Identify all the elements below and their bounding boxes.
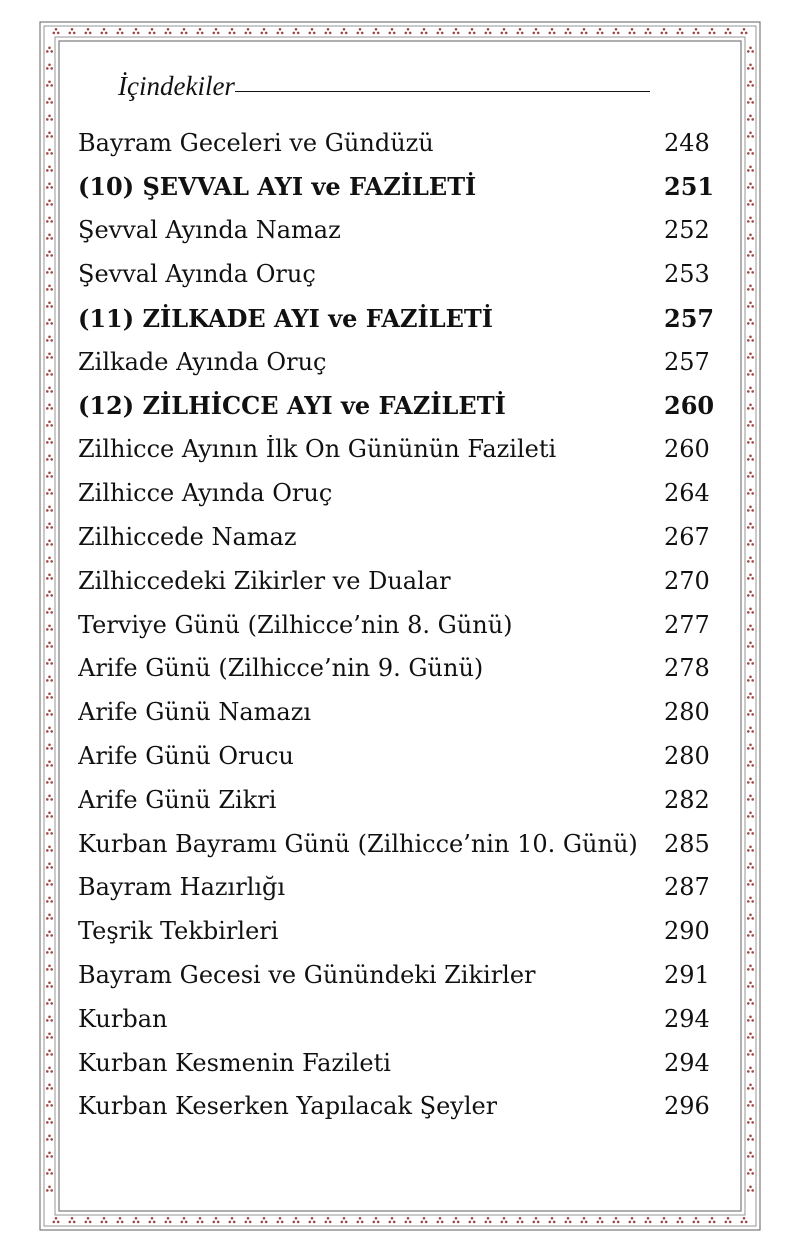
toc-entry-page-number: 296: [664, 1092, 710, 1121]
toc-entry-page-number: 294: [664, 1048, 710, 1077]
heading-underline-rule: [235, 91, 650, 92]
toc-section-heading: [78, 384, 726, 428]
toc-entry-page-number: 280: [664, 698, 710, 727]
toc-entry-title: Arife Günü Namazı: [78, 698, 312, 727]
toc-entry-page-number: 251: [664, 172, 715, 202]
toc-entry-page-number: 257: [664, 303, 715, 333]
toc-entry-page-number: 253: [664, 260, 710, 289]
toc-entry: [78, 471, 726, 515]
toc-entry-page-number: 248: [664, 128, 710, 157]
toc-entry: [78, 428, 726, 472]
toc-entry-title: Arife Günü Orucu: [78, 742, 294, 771]
toc-entry-title: Zilhiccede Namaz: [78, 523, 297, 552]
toc-section-heading: [78, 165, 726, 209]
toc-entry-title: (10) ŞEVVAL AYI ve FAZİLETİ: [78, 172, 477, 202]
toc-entry: [78, 953, 726, 997]
toc-entry-title: Zilhicce Ayının İlk On Gününün Fazileti: [78, 435, 557, 464]
toc-entry-page-number: 252: [664, 216, 710, 245]
toc-entry-title: Kurban Keserken Yapılacak Şeyler: [78, 1092, 498, 1121]
toc-entry-page-number: 280: [664, 742, 710, 771]
toc-entry-title: Şevval Ayında Oruç: [78, 260, 316, 289]
toc-entry-title: Terviye Günü (Zilhicce’nin 8. Günü): [78, 610, 513, 639]
toc-entry: [78, 209, 726, 253]
toc-entry-title: Bayram Gecesi ve Günündeki Zikirler: [78, 961, 536, 990]
toc-entry-title: Şevval Ayında Namaz: [78, 216, 341, 245]
toc-entry-page-number: 282: [664, 785, 710, 814]
toc-entry-title: Arife Günü Zikri: [78, 785, 277, 814]
toc-entry: [78, 515, 726, 559]
toc-entry-title: Kurban: [78, 1004, 168, 1033]
toc-entry-title: Kurban Bayramı Günü (Zilhicce’nin 10. Günü): [78, 829, 638, 858]
table-of-contents: [78, 121, 726, 1128]
toc-entry-page-number: 257: [664, 347, 710, 376]
toc-entry-title: Kurban Kesmenin Fazileti: [78, 1048, 391, 1077]
toc-entry: [78, 603, 726, 647]
toc-entry: [78, 734, 726, 778]
toc-entry: [78, 866, 726, 910]
toc-entry: [78, 252, 726, 296]
toc-entry-page-number: 277: [664, 610, 710, 639]
toc-entry: [78, 1085, 726, 1129]
toc-entry-page-number: 285: [664, 829, 710, 858]
toc-entry-page-number: 260: [664, 435, 710, 464]
page-title: İçindekiler: [118, 71, 235, 101]
toc-entry-page-number: 287: [664, 873, 710, 902]
toc-entry-title: Bayram Geceleri ve Gündüzü: [78, 128, 434, 157]
toc-entry-page-number: 278: [664, 654, 710, 683]
toc-entry: [78, 647, 726, 691]
toc-entry: [78, 997, 726, 1041]
toc-entry-title: (11) ZİLKADE AYI ve FAZİLETİ: [78, 303, 494, 333]
toc-entry-title: Teşrik Tekbirleri: [78, 917, 279, 946]
toc-entry-page-number: 294: [664, 1004, 710, 1033]
toc-entry: [78, 1041, 726, 1085]
toc-entry-page-number: 291: [664, 961, 710, 990]
toc-entry: [78, 909, 726, 953]
toc-entry: [78, 822, 726, 866]
toc-entry-title: Zilhicce Ayında Oruç: [78, 479, 333, 508]
toc-entry-page-number: 270: [664, 566, 710, 595]
toc-entry-title: Zilkade Ayında Oruç: [78, 347, 327, 376]
toc-entry: [78, 778, 726, 822]
toc-entry: [78, 340, 726, 384]
toc-entry: [78, 559, 726, 603]
toc-entry: [78, 690, 726, 734]
toc-entry-page-number: 267: [664, 523, 710, 552]
toc-entry-title: Zilhiccedeki Zikirler ve Dualar: [78, 566, 451, 595]
toc-heading: [118, 60, 650, 100]
toc-entry-page-number: 264: [664, 479, 710, 508]
toc-entry-page-number: 260: [664, 391, 715, 421]
toc-entry-page-number: 290: [664, 917, 710, 946]
toc-entry-title: (12) ZİLHİCCE AYI ve FAZİLETİ: [78, 391, 506, 421]
toc-entry-title: Bayram Hazırlığı: [78, 873, 286, 902]
toc-section-heading: [78, 296, 726, 340]
toc-entry-title: Arife Günü (Zilhicce’nin 9. Günü): [78, 654, 484, 683]
toc-entry: [78, 121, 726, 165]
